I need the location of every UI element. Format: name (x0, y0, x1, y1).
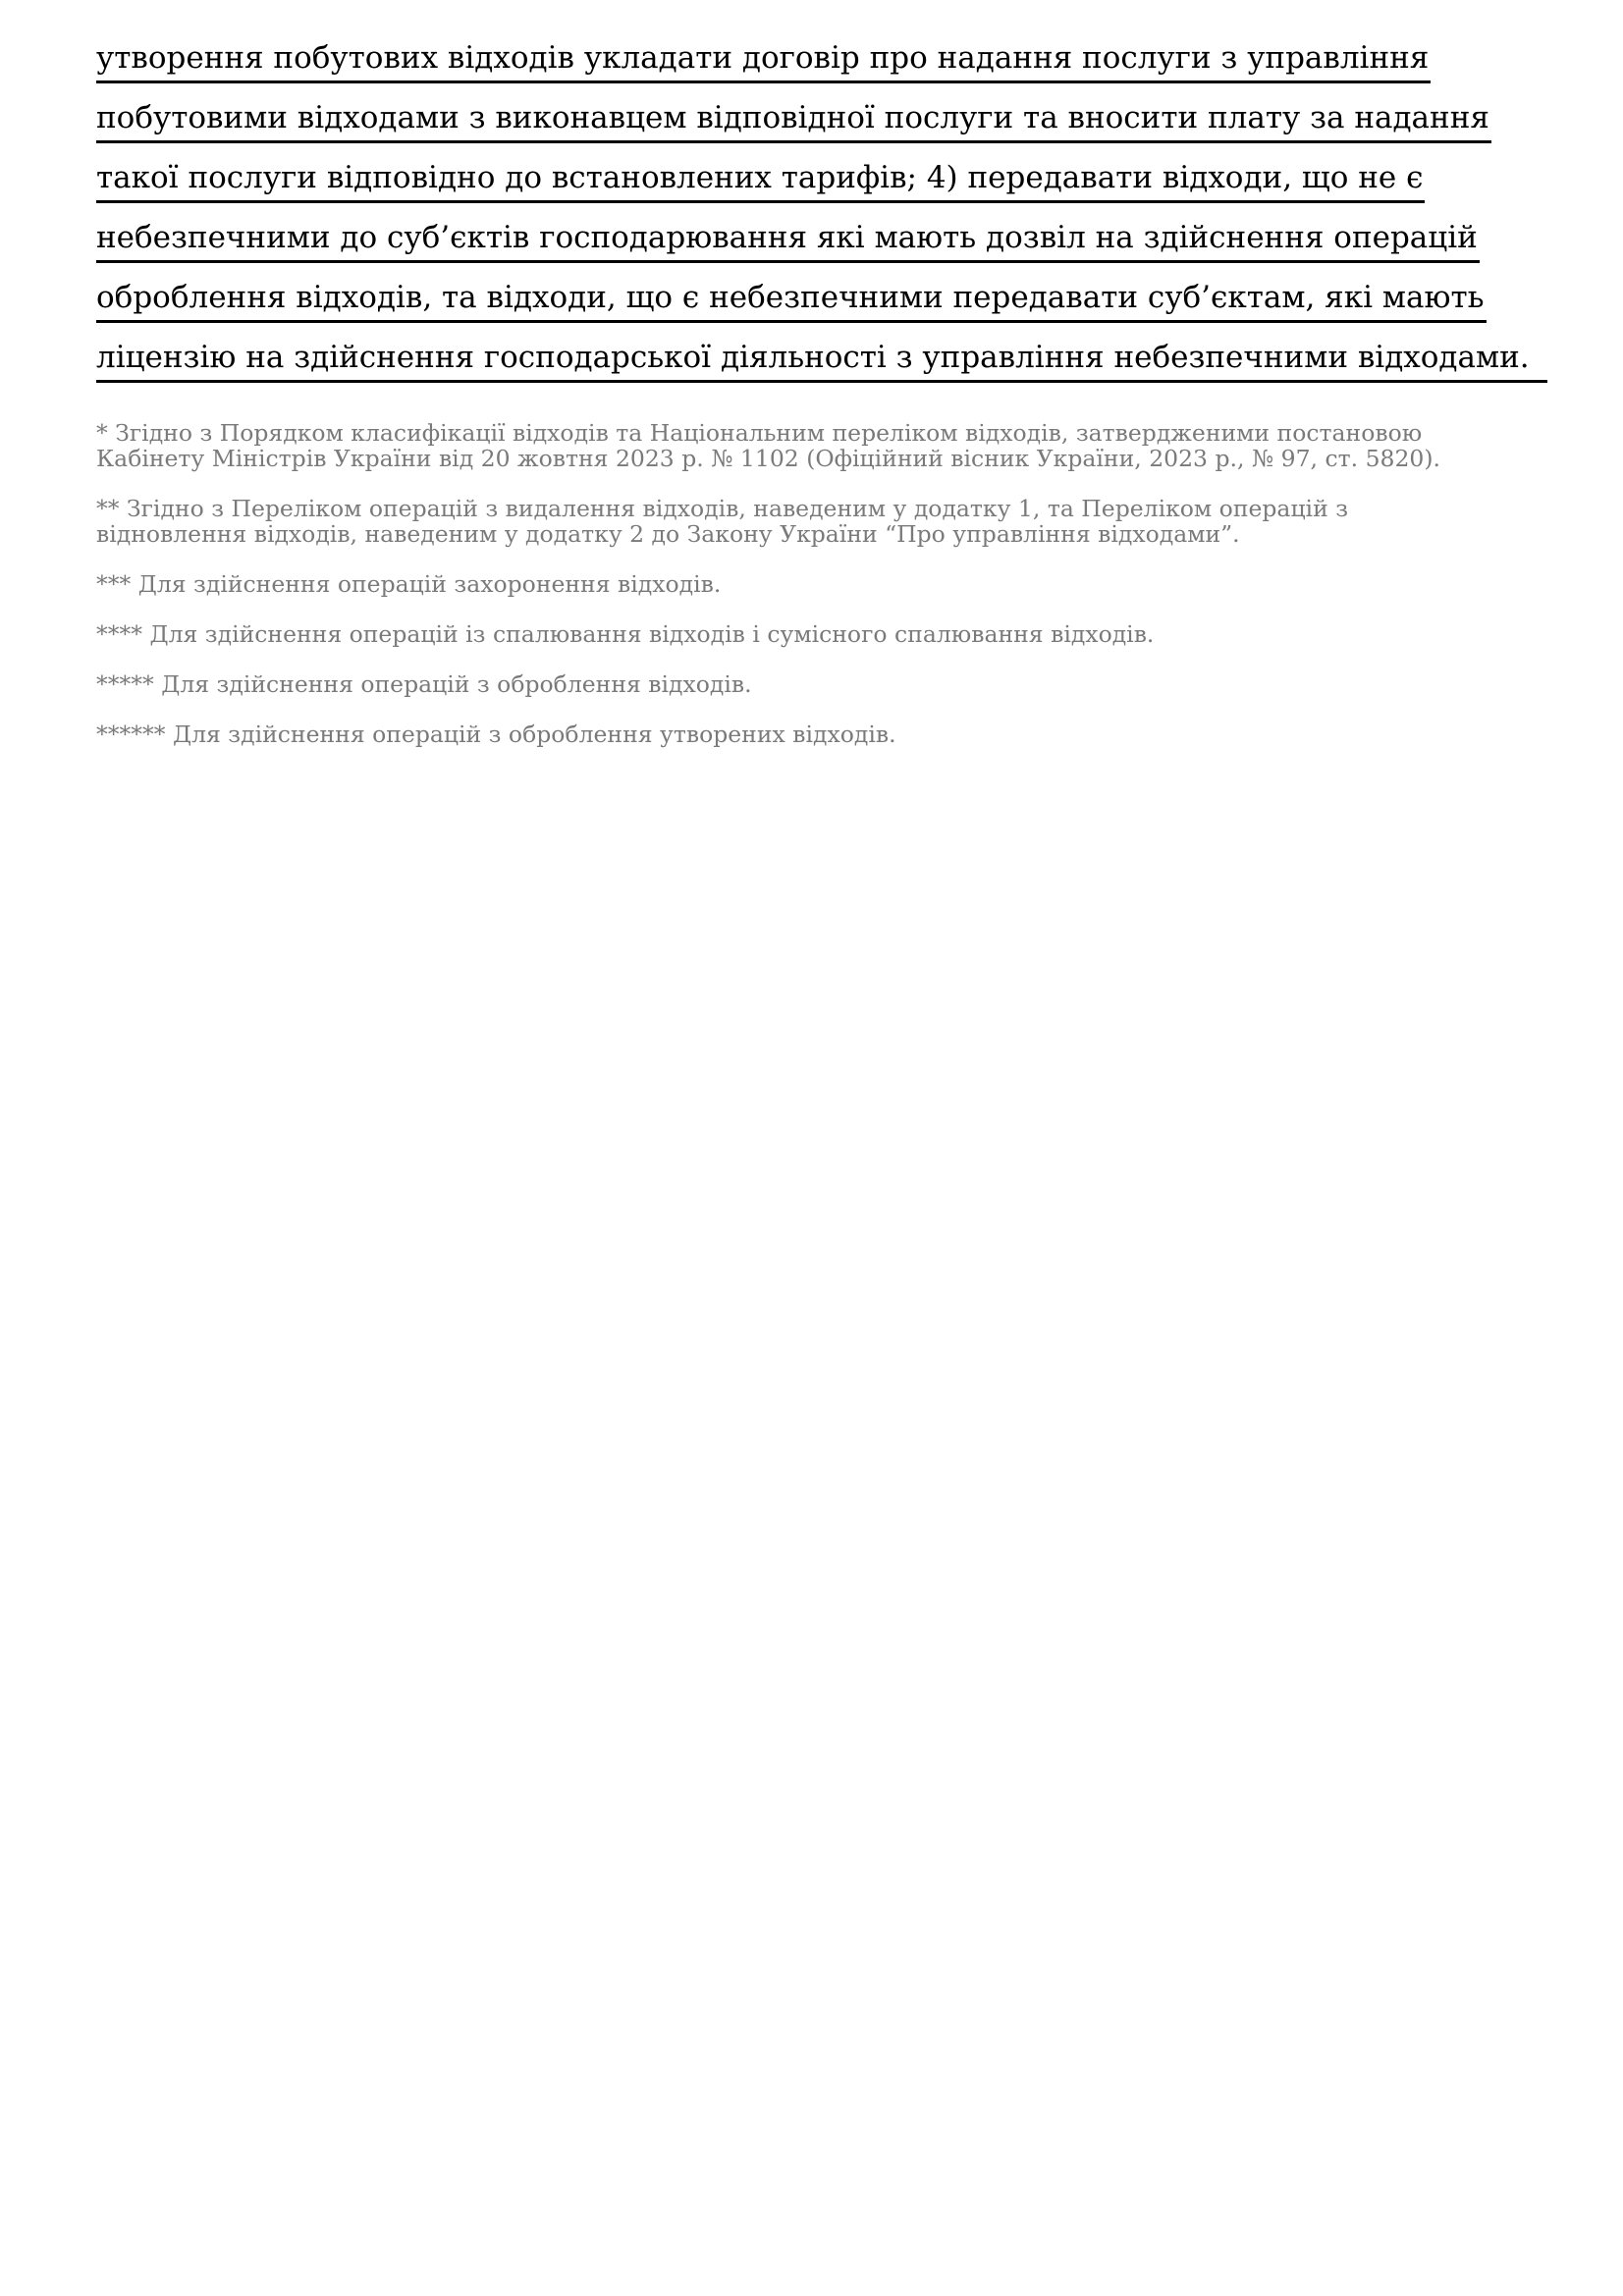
footnote-line: **** Для здійснення операцій із спалювання відходів і сумісного спалювання відходів. (96, 620, 1155, 648)
underlined-text: побутовими відходами з виконавцем відповідної послуги та вносити плату за надання (96, 95, 1491, 143)
footnotes (96, 420, 1569, 772)
footnote-line: відновлення відходів, наведеним у додатку 2 до Закону України “Про управління відходами”. (96, 520, 1240, 548)
underlined-text: утворення побутових відходів укладати договір про надання послуги з управління (96, 35, 1431, 83)
footnote-line: ** Згідно з Переліком операцій з видалення відходів, наведеним у додатку 1, та Переліком операцій з (96, 495, 1349, 522)
text-line (96, 215, 1549, 275)
footnote-line: *** Для здійснення операцій захоронення відходів. (96, 570, 722, 598)
main-text-block (96, 35, 1549, 395)
footnote-1 (96, 420, 1569, 471)
text-line (96, 35, 1549, 95)
footnote-line: ****** Для здійснення операцій з оброблення утворених відходів. (96, 721, 896, 748)
footnote-3 (96, 571, 1569, 597)
underlined-text: такої послуги відповідно до встановлених тарифів; 4) передавати відходи, що не є (96, 155, 1425, 203)
footnote-line: * Згідно з Порядком класифікації відходів та Національним переліком відходів, затвердженими постановою (96, 419, 1423, 447)
underlined-text: оброблення відходів, та відходи, що є небезпечними передавати суб’єктам, які мають (96, 275, 1487, 323)
footnote-4 (96, 621, 1569, 647)
footnote-line: ***** Для здійснення операцій з оброблення відходів. (96, 670, 752, 698)
underlined-text: ліцензію на здійснення господарської діяльності з управління небезпечними відходами. (96, 335, 1547, 383)
footnote-line: Кабінету Міністрів України від 20 жовтня 2023 р. № 1102 (Офіційний вісник України, 2023 р., № 97, ст. 5820). (96, 445, 1441, 472)
text-line (96, 95, 1549, 155)
text-line (96, 155, 1549, 215)
footnote-6 (96, 721, 1569, 747)
underlined-text: небезпечними до суб’єктів господарювання які мають дозвіл на здійснення операцій (96, 215, 1480, 263)
footnote-5 (96, 671, 1569, 697)
footnote-2 (96, 496, 1569, 547)
text-line (96, 275, 1549, 335)
text-line (96, 335, 1549, 395)
